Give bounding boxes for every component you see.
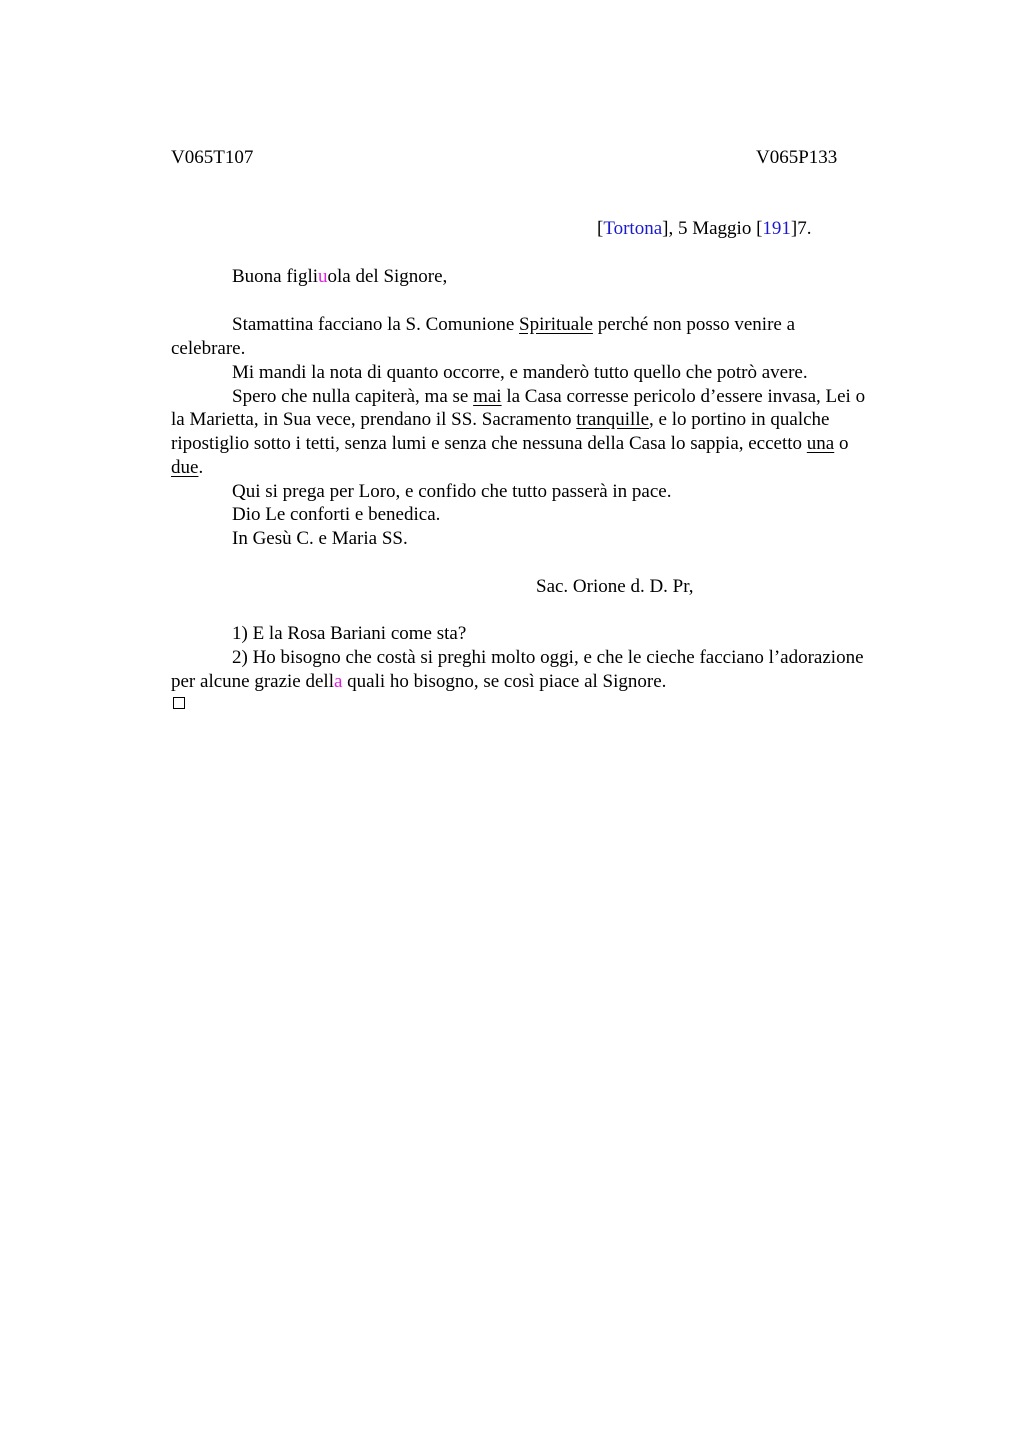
end-marker-box-icon	[173, 697, 185, 709]
p3-underlined-mai: mai	[473, 386, 502, 407]
paragraph-2: Mi mandi la nota di quanto occorre, e manderò tutto quello che potrò avere.	[232, 362, 808, 383]
salutation-correction: u	[318, 266, 328, 287]
ps2-text-c: quali ho bisogno, se così piace al Signore.	[342, 671, 667, 692]
header-left-code: V065T107	[171, 147, 254, 168]
paragraph-3-line-2	[171, 408, 830, 432]
salutation-before: Buona figli	[232, 266, 319, 287]
dateline-middle: ], 5 Maggio [	[662, 218, 763, 239]
paragraph-1-line-2: celebrare.	[171, 338, 246, 359]
dateline-year-editor: 191	[762, 218, 791, 239]
paragraph-3-line-4	[171, 456, 203, 480]
p1-text-a: Stamattina facciano la S. Comunione	[232, 314, 520, 335]
dateline-bracket: [	[597, 218, 604, 239]
p3-text-f: o	[834, 433, 849, 454]
p3-underlined-tranquille: tranquille	[576, 409, 650, 430]
postscript-2-line-1: 2) Ho bisogno che costà si preghi molto oggi, e che le cieche facciano l’adorazione	[232, 647, 864, 668]
p1-underlined: Spirituale	[519, 314, 593, 335]
dateline-year-end: ]7.	[790, 218, 812, 239]
dateline-place: Tortona	[603, 218, 663, 239]
paragraph-3-line-1	[232, 385, 865, 409]
p3-text-b: la Casa corresse pericolo d’essere invasa, Lei o	[501, 386, 866, 407]
p1-text-b: perché non posso venire a	[592, 314, 796, 335]
p3-underlined-due: due	[171, 457, 199, 478]
salutation-after: ola del Signore,	[327, 266, 448, 287]
dateline	[597, 217, 812, 241]
p3-text-c: la Marietta, in Sua vece, prendano il SS. Sacramento	[171, 409, 577, 430]
header-right-code: V065P133	[756, 147, 838, 168]
paragraph-6: In Gesù C. e Maria SS.	[232, 528, 408, 549]
p3-text-g: .	[198, 457, 204, 478]
paragraph-3-line-3	[171, 432, 848, 456]
signature: Sac. Orione d. D. Pr,	[536, 576, 694, 597]
p3-underlined-una: una	[806, 433, 835, 454]
ps2-text-b: per alcune grazie dell	[171, 671, 334, 692]
p3-text-e: ripostiglio sotto i tetti, senza lumi e senza che nessuna della Casa lo sappia, eccetto	[171, 433, 807, 454]
paragraph-1-line-1	[232, 313, 795, 337]
postscript-2-line-2	[171, 670, 666, 694]
postscript-1: 1) E la Rosa Bariani come sta?	[232, 623, 467, 644]
ps2-correction: a	[333, 671, 343, 692]
salutation	[232, 265, 447, 289]
p3-text-a: Spero che nulla capiterà, ma se	[232, 386, 474, 407]
paragraph-5: Dio Le conforti e benedica.	[232, 504, 441, 525]
p3-text-d: , e lo portino in qualche	[649, 409, 830, 430]
paragraph-4: Qui si prega per Loro, e confido che tutto passerà in pace.	[232, 481, 672, 502]
